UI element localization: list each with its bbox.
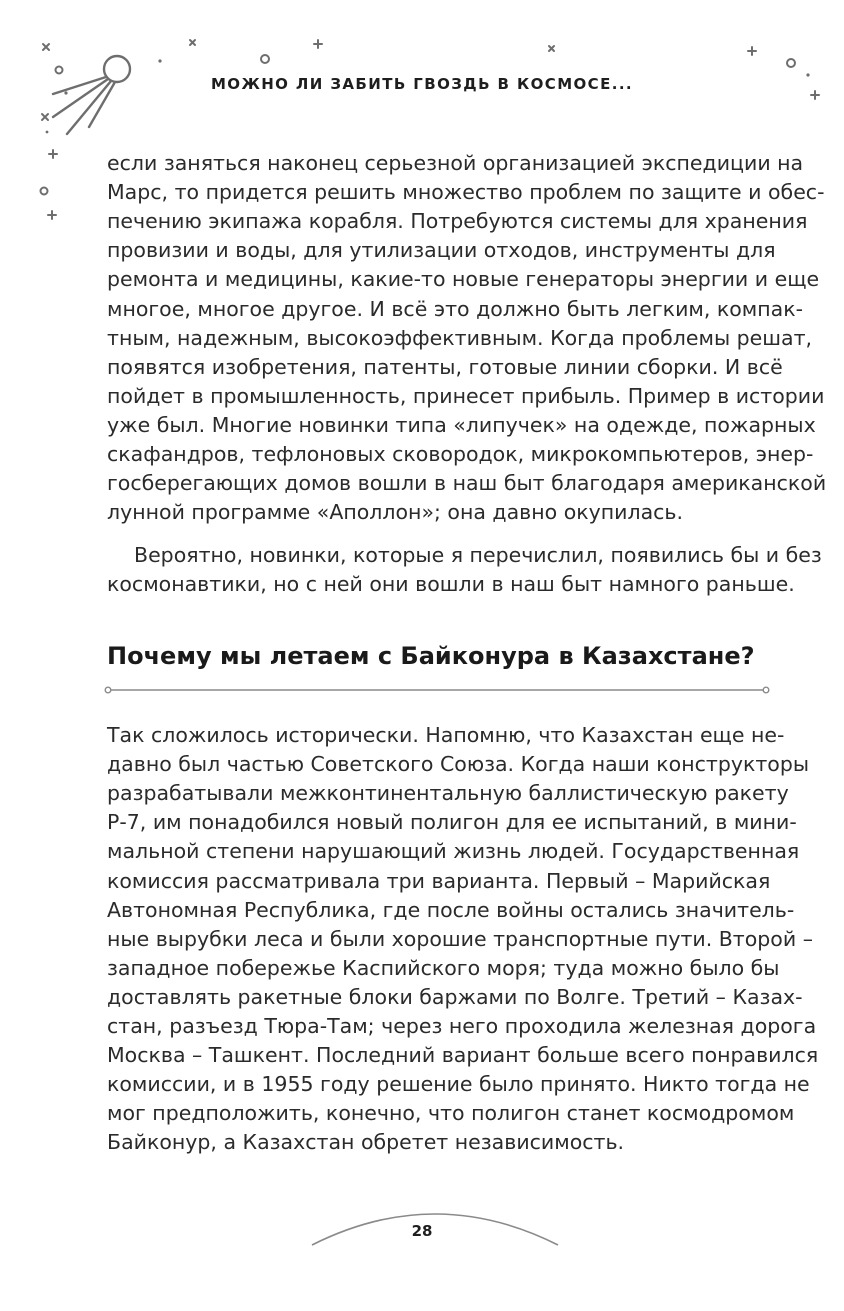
text-line: появятся изобретения, патенты, готовые линии сборки. И всё xyxy=(107,354,783,379)
text-line: Байконур, а Казахстан обретет независимость. xyxy=(107,1130,625,1155)
page-number: 28 xyxy=(411,1222,433,1240)
text-line: стан, разъезд Тюра-Там; через него проходила железная дорога xyxy=(107,1014,817,1038)
text-line: Вероятно, новинки, которые я перечислил, появились бы и без xyxy=(134,543,822,567)
text-line: ремонта и медицины, какие-то новые генераторы энергии и еще xyxy=(107,267,820,292)
text-line: Р-7, им понадобился новый полигон для ее испытаний, в мини- xyxy=(107,810,797,835)
text-line: комиссия рассматривала три варианта. Первый – Марийская xyxy=(107,868,771,893)
section-divider xyxy=(104,684,770,696)
section-heading: Почему мы летаем с Байконура в Казахстане? xyxy=(107,642,755,670)
text-line: мог предположить, конечно, что полигон станет космодромом xyxy=(107,1101,795,1126)
text-line: уже был. Многие новинки типа «липучек» на одежде, пожарных xyxy=(107,412,816,437)
text-line: Автономная Республика, где после войны остались значитель- xyxy=(107,897,795,922)
text-line: госберегающих домов вошли в наш быт благодаря американской xyxy=(107,471,827,496)
text-line: многое, многое другое. И всё это должно быть легким, компак- xyxy=(107,296,804,321)
text-line: Так сложилось исторически. Напомню, что Казахстан еще не- xyxy=(107,723,785,747)
text-line: Москва – Ташкент. Последний вариант больше всего понравился xyxy=(107,1043,819,1068)
text-line: ные вырубки леса и были хорошие транспортные пути. Второй – xyxy=(107,926,813,951)
text-line: пойдет в промышленность, принесет прибыль. Пример в истории xyxy=(107,383,825,408)
text-line: провизии и воды, для утилизации отходов, инструменты для xyxy=(107,238,776,263)
text-line: лунной программе «Аполлон»; она давно окупилась. xyxy=(107,500,684,525)
text-line: космонавтики, но с ней они вошли в наш быт намного раньше. xyxy=(107,572,795,597)
text-line: западное побережье Каспийского моря; туда можно было бы xyxy=(107,955,780,980)
text-line: Марс, то придется решить множество проблем по защите и обес- xyxy=(107,180,825,205)
text-line: если заняться наконец серьезной организацией экспедиции на xyxy=(107,151,804,175)
text-line: мальной степени нарушающий жизнь людей. Государственная xyxy=(107,839,800,864)
text-line: разрабатывали межконтинентальную баллистическую ракету xyxy=(107,781,789,806)
sputnik-icon xyxy=(53,56,130,134)
text-line: комиссии, и в 1955 году решение было принято. Никто тогда не xyxy=(107,1072,810,1097)
text-line: тным, надежным, высокоэффективным. Когда проблемы решат, xyxy=(107,325,813,350)
running-head: МОЖНО ЛИ ЗАБИТЬ ГВОЗДЬ В КОСМОСЕ... xyxy=(210,75,634,93)
dot-marks xyxy=(46,59,810,133)
text-line: печению экипажа корабля. Потребуются системы для хранения xyxy=(107,209,808,234)
text-line: давно был частью Советского Союза. Когда наши конструкторы xyxy=(107,752,810,777)
text-line: скафандров, тефлоновых сковородок, микрокомпьютеров, энер- xyxy=(107,442,814,466)
text-line: доставлять ракетные блоки баржами по Волге. Третий – Казах- xyxy=(107,984,803,1009)
